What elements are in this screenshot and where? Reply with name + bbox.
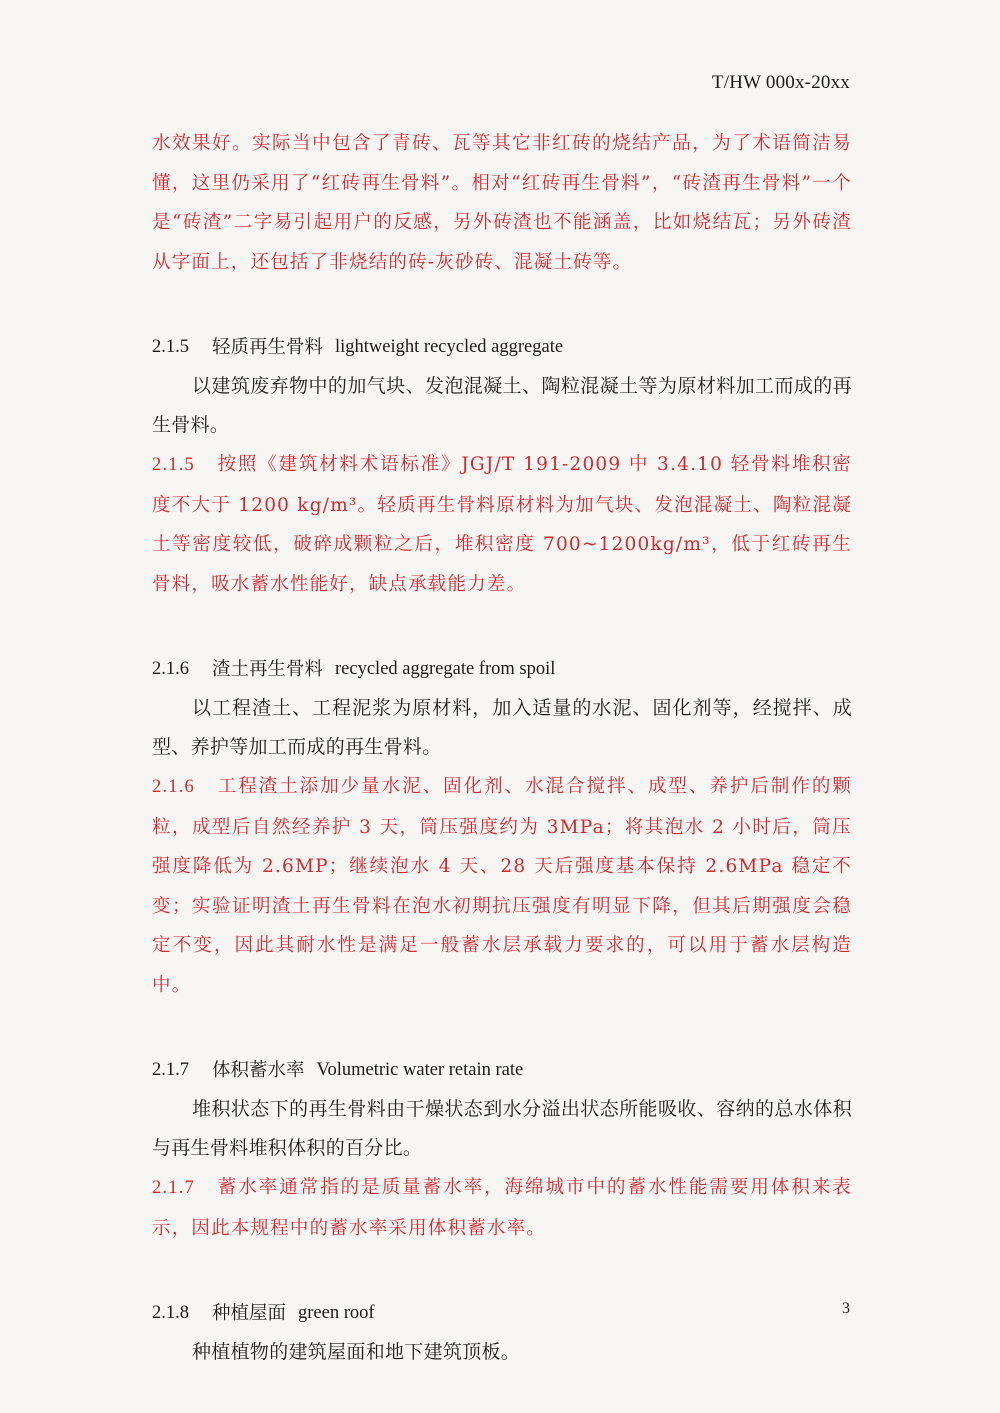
note-text: 蓄水率通常指的是质量蓄水率，海绵城市中的蓄水性能需要用体积来表示，因此本规程中的蓄水率采用体积蓄水率。: [152, 1177, 852, 1239]
section-note: [152, 767, 852, 1005]
note-number: 2.1.7: [152, 1178, 195, 1198]
page-number: 3: [842, 1300, 850, 1317]
section-heading: [152, 1051, 852, 1090]
section-number: 2.1.6: [152, 659, 189, 679]
section-definition: 种植植物的建筑屋面和地下建筑顶板。: [192, 1341, 521, 1363]
intro-note: 水效果好。实际当中包含了青砖、瓦等其它非红砖的烧结产品，为了术语简洁易懂，这里仍采用了“红砖再生骨料”。相对“红砖再生骨料”，“砖渣再生骨料”一个是“砖渣”二字易引起用户的反感，另外砖渣也不能涵盖，比如烧结瓦；另外砖渣从字面上，还包括了非烧结的砖-灰砂砖、混凝土砖等。: [152, 133, 852, 273]
section-title-en: Volumetric water retain rate: [316, 1060, 524, 1080]
section-2-1-7: [152, 1051, 852, 1248]
note-number: 2.1.6: [152, 777, 195, 797]
section-definition: 以建筑废弃物中的加气块、发泡混凝土、陶粒混凝土等为原材料加工而成的再生骨料。: [152, 375, 852, 436]
note-text: 按照《建筑材料术语标准》JGJ/T 191-2009 中 3.4.10 轻骨料堆积密度不大于 1200 kg/m³。轻质再生骨料原材料为加气块、发泡混凝土、陶粒混凝土等密度较低，破碎成颗粒之后，堆积密度 700~1200kg/m³，低于红砖再生骨料，吸水蓄水性能好，缺点承载能力差。: [152, 454, 852, 595]
section-heading: [152, 328, 852, 367]
section-note: [152, 1168, 852, 1248]
section-title-zh: 渣土再生骨料: [212, 659, 324, 680]
section-heading: [152, 1294, 852, 1333]
section-title-en: green roof: [298, 1303, 375, 1323]
section-heading: [152, 650, 852, 689]
section-title-zh: 种植屋面: [212, 1303, 287, 1324]
note-number: 2.1.5: [152, 455, 195, 475]
section-number: 2.1.5: [152, 337, 189, 357]
document-code: T/HW 000x-20xx: [711, 72, 850, 93]
section-number: 2.1.8: [152, 1303, 189, 1323]
section-title-zh: 轻质再生骨料: [212, 337, 324, 358]
section-title-zh: 体积蓄水率: [212, 1060, 305, 1081]
note-text: 工程渣土添加少量水泥、固化剂、水混合搅拌、成型、养护后制作的颗粒，成型后自然经养护 3 天，筒压强度约为 3MPa；将其泡水 2 小时后，筒压强度降低为 2.6MP；继续泡水 4 天、28 天后强度基本保持 2.6MPa 稳定不变；实验证明渣土再生骨料在泡水初期抗压强度有明显下降，但其后期强度会稳定不变，因此其耐水性是满足一般蓄水层承载力要求的，可以用于蓄水层构造中。: [152, 776, 852, 996]
section-2-1-6: [152, 650, 852, 1005]
section-number: 2.1.7: [152, 1060, 189, 1080]
section-note: [152, 445, 852, 604]
section-definition: 堆积状态下的再生骨料由干燥状态到水分溢出状态所能吸收、容纳的总水体积与再生骨料堆积体积的百分比。: [152, 1098, 852, 1159]
section-2-1-5: [152, 328, 852, 604]
section-2-1-8: [152, 1294, 852, 1372]
section-definition: 以工程渣土、工程泥浆为原材料，加入适量的水泥、固化剂等，经搅拌、成型、养护等加工而成的再生骨料。: [152, 697, 852, 758]
section-title-en: recycled aggregate from spoil: [335, 659, 556, 679]
section-title-en: lightweight recycled aggregate: [335, 337, 564, 357]
page-content: [152, 124, 852, 1372]
